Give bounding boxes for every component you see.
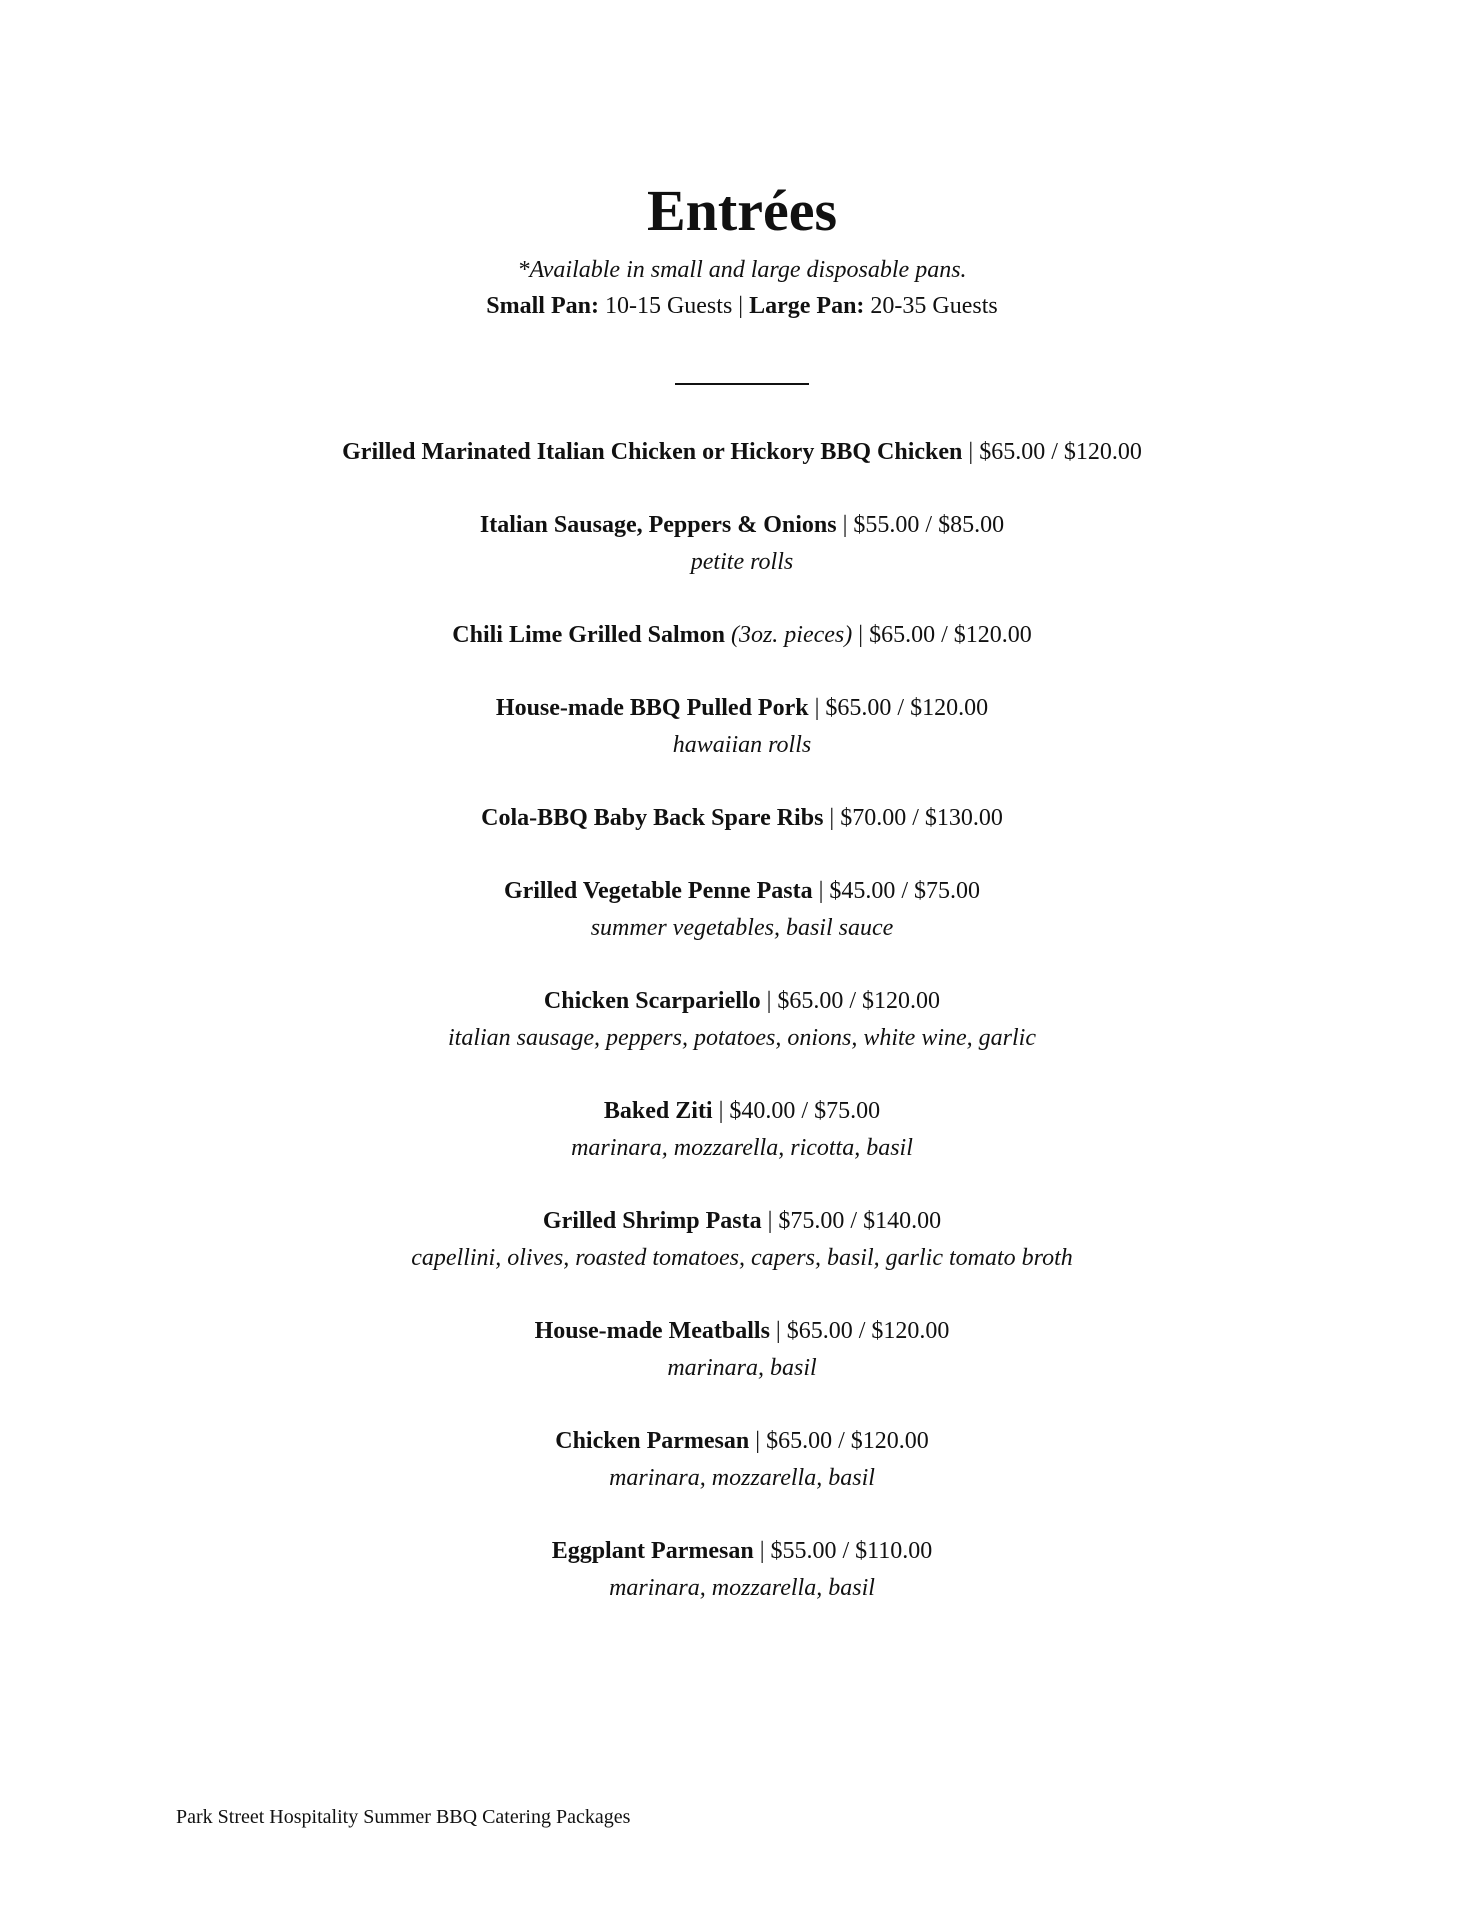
menu-item-separator: |: [858, 622, 864, 648]
menu-item-name: Italian Sausage, Peppers & Onions: [479, 512, 837, 538]
large-pan-label: Large Pan:: [749, 293, 865, 319]
menu-item-name: Baked Ziti: [603, 1098, 713, 1124]
menu-item-price: $40.00 / $75.00: [729, 1098, 881, 1124]
menu-item: [0, 507, 1484, 617]
menu-item-line: [0, 1313, 1484, 1350]
menu-item-line: [0, 1423, 1484, 1460]
menu-item-name: House-made Meatballs: [534, 1318, 770, 1344]
menu-item-line: [0, 983, 1484, 1020]
menu-item-name: House-made BBQ Pulled Pork: [495, 695, 809, 721]
menu-item: [0, 690, 1484, 800]
menu-item-line: [0, 1533, 1484, 1570]
menu-item-line: [0, 1203, 1484, 1240]
menu-item-description: marinara, basil: [667, 1355, 817, 1381]
menu-item-separator: |: [814, 695, 820, 721]
menu-item-separator: |: [829, 805, 835, 831]
menu-item-price: $65.00 / $120.00: [766, 1428, 929, 1454]
menu-item-name: Grilled Marinated Italian Chicken or Hickory BBQ Chicken: [342, 439, 963, 465]
menu-item-description: marinara, mozzarella, basil: [609, 1465, 875, 1491]
menu-item-separator: |: [759, 1538, 765, 1564]
pan-sizes: [0, 288, 1484, 324]
page-footer: Park Street Hospitality Summer BBQ Catering Packages: [176, 1806, 631, 1828]
availability-note: *Available in small and large disposable pans.: [517, 257, 967, 283]
menu-item-price: $55.00 / $110.00: [770, 1538, 933, 1564]
menu-item-separator: |: [766, 988, 772, 1014]
menu-item-line: [0, 873, 1484, 910]
small-pan-value: 10-15 Guests: [604, 293, 733, 319]
menu-item-price: $65.00 / $120.00: [869, 622, 1032, 648]
menu-item-price: $55.00 / $85.00: [853, 512, 1005, 538]
menu-item-name: Grilled Vegetable Penne Pasta: [503, 878, 813, 904]
menu-item-separator: |: [842, 512, 848, 538]
menu-item-line: [0, 1093, 1484, 1130]
menu-item-line: [0, 434, 1484, 471]
menu-item: [0, 1313, 1484, 1423]
menu-item-separator: |: [818, 878, 824, 904]
menu-item-price: $65.00 / $120.00: [825, 695, 989, 721]
menu-item-line: [0, 617, 1484, 654]
entree-list: [0, 434, 1484, 1643]
menu-item-description: petite rolls: [690, 549, 794, 575]
menu-item: [0, 1203, 1484, 1313]
menu-item-note: (3oz. pieces): [730, 622, 853, 648]
menu-item-description: italian sausage, peppers, potatoes, onions, white wine, garlic: [448, 1025, 1036, 1051]
menu-item-separator: |: [767, 1208, 773, 1234]
menu-item-price: $65.00 / $120.00: [786, 1318, 950, 1344]
menu-item: [0, 800, 1484, 873]
large-pan-value: 20-35 Guests: [870, 293, 998, 319]
menu-item-price: $45.00 / $75.00: [829, 878, 981, 904]
menu-item-separator: |: [968, 439, 974, 465]
menu-item-description: capellini, olives, roasted tomatoes, capers, basil, garlic tomato broth: [411, 1245, 1073, 1271]
menu-item-separator: |: [718, 1098, 724, 1124]
menu-item: [0, 434, 1484, 507]
small-pan-label: Small Pan:: [486, 293, 599, 319]
menu-item-name: Chili Lime Grilled Salmon: [452, 622, 725, 648]
menu-item-price: $75.00 / $140.00: [778, 1208, 942, 1234]
menu-item-separator: |: [755, 1428, 761, 1454]
menu-item-price: $70.00 / $130.00: [840, 805, 1003, 831]
menu-item: [0, 1423, 1484, 1533]
menu-item-description: summer vegetables, basil sauce: [590, 915, 894, 941]
menu-item-name: Cola-BBQ Baby Back Spare Ribs: [481, 805, 824, 831]
menu-item-price: $65.00 / $120.00: [777, 988, 941, 1014]
menu-item-description: hawaiian rolls: [672, 732, 812, 758]
menu-item: [0, 1093, 1484, 1203]
menu-item: [0, 873, 1484, 983]
menu-item-description: marinara, mozzarella, ricotta, basil: [571, 1135, 913, 1161]
menu-item-price: $65.00 / $120.00: [979, 439, 1142, 465]
menu-item: [0, 617, 1484, 690]
menu-item-name: Eggplant Parmesan: [551, 1538, 754, 1564]
menu-item: [0, 1533, 1484, 1643]
menu-item-description: marinara, mozzarella, basil: [609, 1575, 875, 1601]
menu-item-name: Chicken Parmesan: [555, 1428, 750, 1454]
menu-item-name: Chicken Scarpariello: [543, 988, 761, 1014]
menu-item-line: [0, 800, 1484, 837]
menu-item: [0, 983, 1484, 1093]
title-divider: [675, 383, 809, 385]
menu-item-separator: |: [775, 1318, 781, 1344]
menu-item-line: [0, 690, 1484, 727]
menu-item-line: [0, 507, 1484, 544]
pan-separator: |: [738, 293, 744, 319]
menu-item-name: Grilled Shrimp Pasta: [542, 1208, 762, 1234]
page-title: Entrées: [646, 178, 838, 243]
